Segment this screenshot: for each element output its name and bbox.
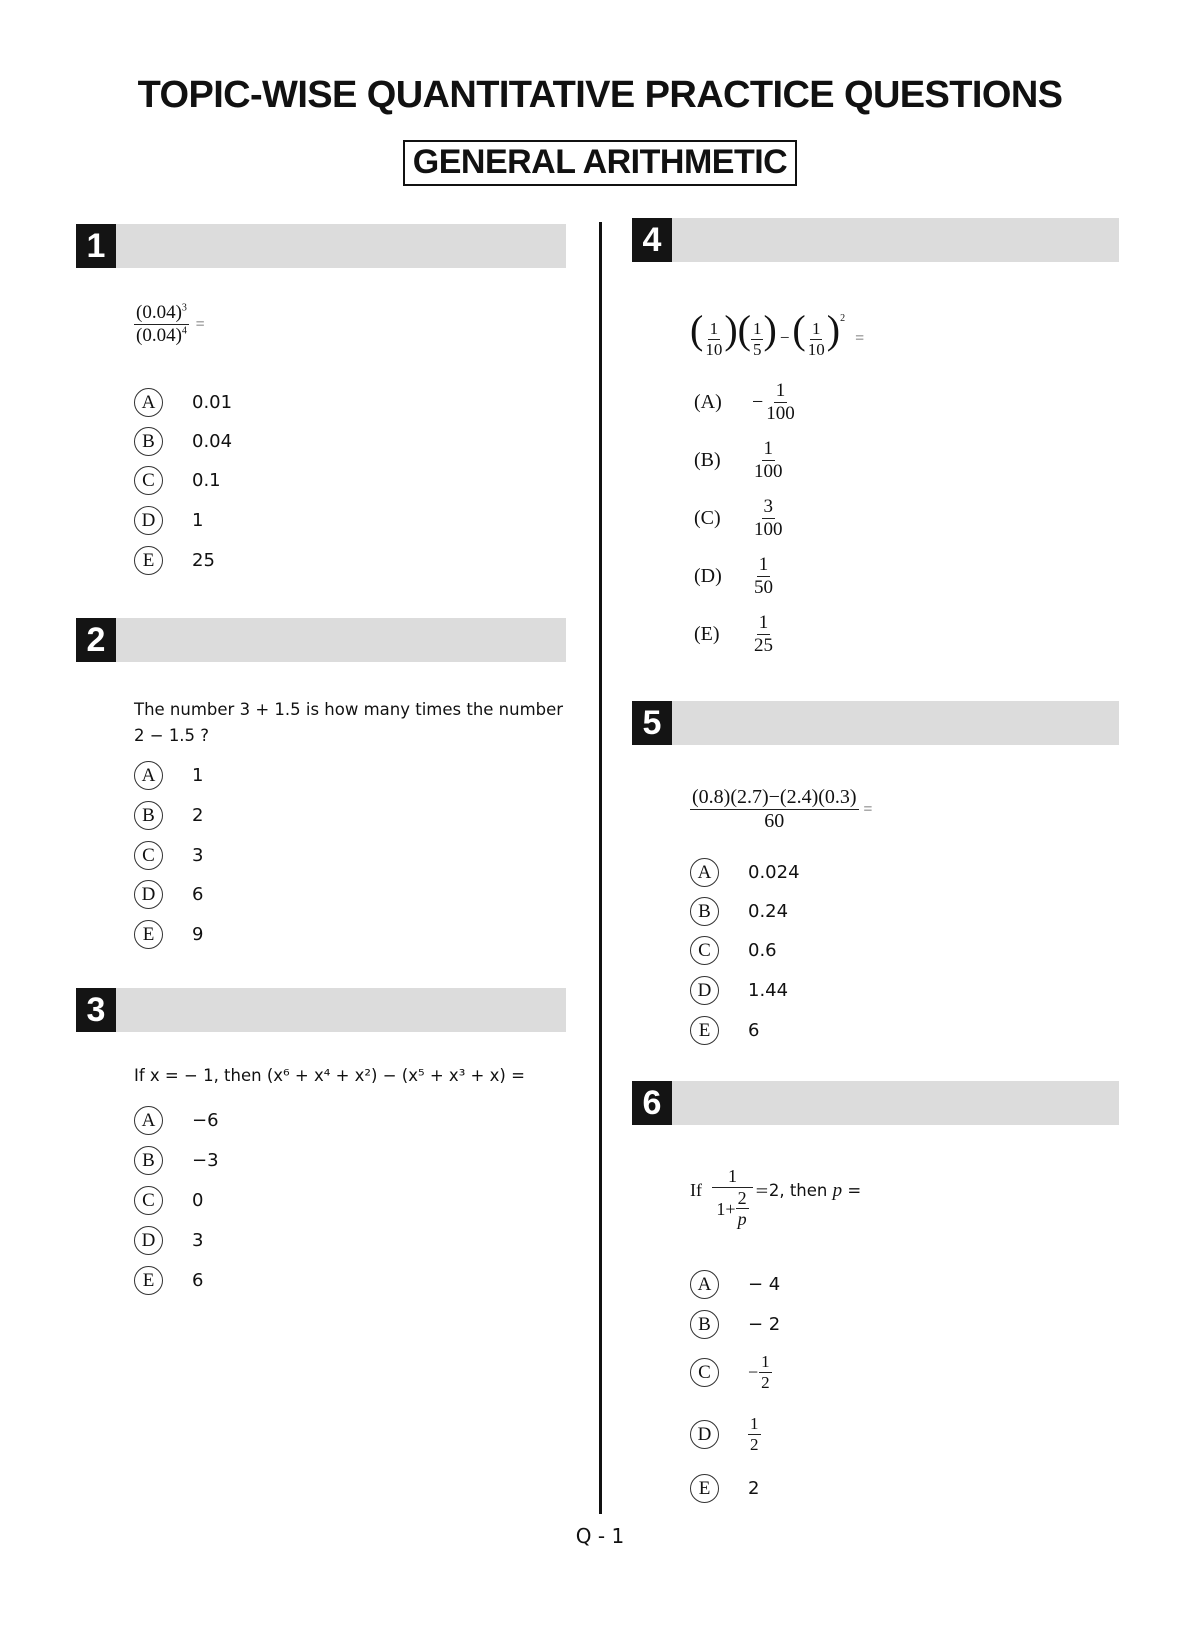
question-1-option-d[interactable]: D 1 bbox=[134, 506, 203, 535]
subtitle-wrapper bbox=[0, 140, 1200, 186]
question-3-option-d[interactable]: D 3 bbox=[134, 1226, 203, 1255]
question-2-option-d[interactable]: D 6 bbox=[134, 880, 203, 909]
question-3-option-b[interactable]: B −3 bbox=[134, 1146, 219, 1175]
question-6-option-e[interactable]: E 2 bbox=[690, 1474, 759, 1503]
question-number: 5 bbox=[632, 701, 672, 745]
question-4-header bbox=[632, 218, 1119, 262]
question-2-stem: The number 3 + 1.5 is how many times the number 2 − 1.5 ? bbox=[134, 700, 564, 745]
question-4-stem: ( $\frac{1}{10}$ )( $\frac{1}{5}$ ) −( $\frac{1}{10}$ )$^2$= bbox=[690, 307, 865, 359]
question-4-option-a[interactable]: (A) − $\frac{1}{100}$ bbox=[694, 380, 795, 424]
question-5-option-c[interactable]: C 0.6 bbox=[690, 936, 777, 965]
question-6-option-a[interactable]: A − 4 bbox=[690, 1270, 780, 1299]
question-4-option-e[interactable]: (E) $\frac{1}{25}$ bbox=[694, 612, 773, 656]
question-6-header bbox=[632, 1081, 1119, 1125]
question-2-option-b[interactable]: B 2 bbox=[134, 801, 203, 830]
question-1-option-c[interactable]: C 0.1 bbox=[134, 466, 221, 495]
question-3-option-e[interactable]: E 6 bbox=[134, 1266, 203, 1295]
question-3-stem: If x = − 1, then (x⁶ + x⁴ + x²) − (x⁵ + x³ + x) = bbox=[134, 1066, 525, 1085]
question-5-option-d[interactable]: D 1.44 bbox=[690, 976, 788, 1005]
question-1-option-a[interactable]: A 0.01 bbox=[134, 388, 232, 417]
question-2-option-a[interactable]: A 1 bbox=[134, 761, 203, 790]
page-title: TOPIC-WISE QUANTITATIVE PRACTICE QUESTIONS bbox=[137, 74, 1063, 116]
question-3-option-c[interactable]: C 0 bbox=[134, 1186, 203, 1215]
question-4-option-c[interactable]: (C) $\frac{3}{100}$ bbox=[694, 496, 783, 540]
question-number: 6 bbox=[632, 1081, 672, 1125]
question-5-option-b[interactable]: B 0.24 bbox=[690, 897, 788, 926]
question-2-option-e[interactable]: E 9 bbox=[134, 920, 203, 949]
question-1-option-e[interactable]: E 25 bbox=[134, 546, 215, 575]
question-2-option-c[interactable]: C 3 bbox=[134, 841, 203, 870]
question-1-header bbox=[76, 224, 566, 268]
question-6-option-b[interactable]: B − 2 bbox=[690, 1310, 780, 1339]
question-number: 1 bbox=[76, 224, 116, 268]
column-divider bbox=[599, 222, 602, 1514]
question-5-header bbox=[632, 701, 1119, 745]
question-number: 4 bbox=[632, 218, 672, 262]
question-3-header bbox=[76, 988, 566, 1032]
page-footer: Q - 1 bbox=[575, 1524, 625, 1548]
question-2-header bbox=[76, 618, 566, 662]
question-5-option-a[interactable]: A 0.024 bbox=[690, 858, 800, 887]
question-6-option-c[interactable]: C − $\frac{1}{2}$ bbox=[690, 1352, 772, 1392]
question-1-stem: $\frac{(0.04)^3}{(0.04)^4}$ = bbox=[136, 302, 205, 346]
question-6-stem: If 1 1+ $\frac{2}{p}$ =2, then p = bbox=[690, 1166, 862, 1230]
question-6-option-d[interactable]: D $\frac{1}{2}$ bbox=[690, 1414, 761, 1454]
question-5-option-e[interactable]: E 6 bbox=[690, 1016, 759, 1045]
question-number: 2 bbox=[76, 618, 116, 662]
question-4-option-d[interactable]: (D) $\frac{1}{50}$ bbox=[694, 554, 773, 598]
question-number: 3 bbox=[76, 988, 116, 1032]
question-1-option-b[interactable]: B 0.04 bbox=[134, 427, 232, 456]
question-5-stem: $\frac{(0.8)(2.7)-(2.4)(0.3)}{60}$ = bbox=[692, 786, 873, 832]
question-4-option-b[interactable]: (B) $\frac{1}{100}$ bbox=[694, 438, 783, 482]
question-3-option-a[interactable]: A −6 bbox=[134, 1106, 219, 1135]
page-subtitle: GENERAL ARITHMETIC bbox=[403, 140, 797, 186]
